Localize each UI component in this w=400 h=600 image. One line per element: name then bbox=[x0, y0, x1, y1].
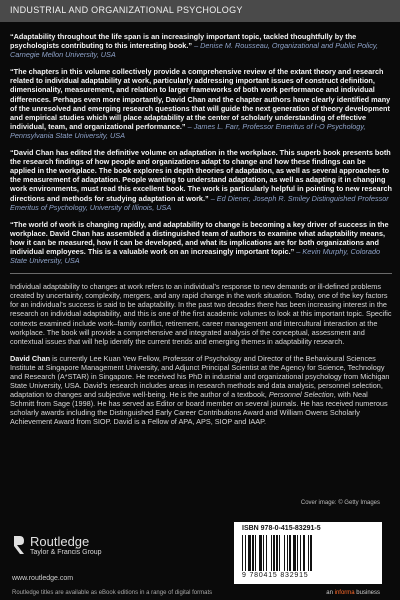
isbn-label: ISBN 978-0-415-83291-5 bbox=[242, 525, 321, 532]
informa-tagline bbox=[326, 590, 380, 596]
ebook-note: Routledge titles are available as eBook editions in a range of digital formats bbox=[12, 590, 213, 596]
barcode-bar bbox=[248, 535, 251, 571]
isbn-digits: 9 780415 832915 bbox=[242, 572, 309, 579]
informa-suffix: business bbox=[354, 590, 380, 596]
review-quote-3 bbox=[10, 148, 392, 212]
publisher-subtitle: Taylor & Francis Group bbox=[30, 549, 102, 556]
barcode-bar bbox=[279, 535, 280, 571]
barcode-bar bbox=[300, 535, 301, 571]
back-cover-text bbox=[10, 32, 392, 435]
quote-text: “The chapters in this volume collectively provide a comprehensive review of the extant theory and research related to individual adaptability at work, particularly addressing important issues of construct definition, dimensionality, measurement, and relation to larger frameworks of both work performance and individual differences. Perhaps even more importantly, David Chan and the chapter authors have clearly identified many of the unresolved and emerging research questions that will guide the next generation of theory development and empirical studies which will place adaptability at the center of scholarly understanding of effective individual, team, and organizational performance.” bbox=[10, 67, 391, 131]
barcode-bar bbox=[263, 535, 264, 571]
review-quote-2 bbox=[10, 67, 392, 140]
author-bio bbox=[10, 354, 392, 427]
informa-word: informa bbox=[334, 590, 355, 596]
barcode-bar bbox=[271, 535, 272, 571]
routledge-r-icon bbox=[12, 534, 26, 556]
quote-attribution: – James L. Farr, Professor Emeritus of I-O Psychology, Pennsylvania State University, USA bbox=[10, 121, 366, 140]
footer bbox=[0, 500, 400, 600]
author-bio-part-1: is currently Lee Kuan Yew Fellow, Professor of Psychology and Director of the Behavioural Sciences Institute at Singapore Management University, and Adjunct Principal Scientist at the Agency for Science, Technology and Research (A*STAR) in Singapore. He received his PhD in industrial and organizational psychology from Michigan State University, USA. David’s research includes areas in research methods and data analysis, personnel selection, adaptation to changes and subjective well-being. He is the author of a textbook, bbox=[10, 353, 390, 400]
barcode-bar bbox=[252, 535, 254, 571]
divider bbox=[10, 273, 392, 274]
barcode-bar bbox=[255, 535, 256, 571]
barcode-bar bbox=[245, 535, 246, 571]
barcode-bar bbox=[276, 535, 278, 571]
review-quote-4 bbox=[10, 220, 392, 265]
barcode-bar bbox=[287, 535, 288, 571]
quote-attribution: – Ed Diener, Joseph R. Smiley Distinguished Professor Emeritus of Psychology, University of Illinois, USA bbox=[10, 193, 389, 212]
quote-attribution: – Kevin Murphy, Colorado State University, USA bbox=[10, 246, 381, 266]
author-bio-part-2: , with Neal Schmitt from Sage (1998). He has served as Editor or board member on several journals. He has received numerous scholarly awards including the Distinguished Early Career Contributions Award and William Owens Scholarly Achievement Award from SIOP. David is a Fellow of APA, APS, SIOP and IAAP. bbox=[10, 390, 388, 427]
review-quote-1 bbox=[10, 32, 392, 59]
publisher-url[interactable]: www.routledge.com bbox=[12, 575, 74, 582]
isbn-barcode bbox=[234, 522, 382, 584]
barcode-bars bbox=[242, 535, 372, 571]
author-name: David Chan bbox=[10, 353, 51, 363]
header-bar bbox=[0, 0, 400, 22]
barcode-bar bbox=[308, 535, 309, 571]
barcode-bar bbox=[273, 535, 275, 571]
barcode-bar bbox=[303, 535, 305, 571]
cover-credit: Cover image: © Getty Images bbox=[300, 500, 380, 506]
barcode-bar bbox=[284, 535, 285, 571]
book-description: Individual adaptability to changes at work refers to an individual’s response to new demands or ill-defined problems created by uncertainty, complexity, mergers, and any rapid change in the work situation. Today, one of the key factors for an individual’s success is said to be adaptability. In the past two decades there has been increasing interest in the research on individual adaptability, and this is one of the first academic volumes to look at this important topic. Specific contexts examined include work–family conflict, retirement, career management and intercultural interaction at the workplace. The book will provide a comprehensive and integrated analysis of the conceptual, assessment and contextual issues that will help identify the current trends and emerging themes in adaptability research. bbox=[10, 282, 392, 346]
quote-text: “Adaptability throughout the life span is an increasingly important topic, tackled thoughtfully by the psychologists contributing to this interesting book.” bbox=[10, 32, 357, 51]
publisher-name: Routledge bbox=[30, 534, 90, 549]
quote-attribution: – Denise M. Rousseau, Organizational and Public Policy, Carnegie Mellon University, USA bbox=[10, 41, 379, 60]
quote-text: “The world of work is changing rapidly, and adaptability to change is becoming a key driver of success in the workplace. David Chan has assembled a distinguished team of authors to examine what adaptability means, how it can be measured, how it can be developed, and what its implications are for both organizations and individual employees. This is a valuable work on an increasingly important topic.” bbox=[10, 219, 389, 256]
barcode-bar bbox=[310, 535, 312, 571]
barcode-bar bbox=[266, 535, 267, 571]
publisher-logo bbox=[12, 530, 162, 570]
barcode-bar bbox=[297, 535, 298, 571]
quote-text: “David Chan has edited the definitive volume on adaptation in the workplace. This superb book presents both the research findings of how people and organizations adapt to change and how these findings can be applied in the workplace. The book explores in depth theories of adaptation, as well as several approaches to the measurement of adaptation. People wanting to understand adaptation, as well as adapting it in changing work environments, must read this excellent book. The work is particularly helpful in pointing to new research directions and methods for studying adaptation at work.” bbox=[10, 148, 392, 203]
barcode-bar bbox=[242, 535, 243, 571]
barcode-bar bbox=[259, 535, 262, 571]
barcode-bar bbox=[293, 535, 296, 571]
author-book-title: Personnel Selection bbox=[268, 390, 334, 400]
series-title: INDUSTRIAL AND ORGANIZATIONAL PSYCHOLOGY bbox=[10, 5, 243, 15]
barcode-bar bbox=[289, 535, 291, 571]
informa-prefix: an bbox=[326, 590, 335, 596]
